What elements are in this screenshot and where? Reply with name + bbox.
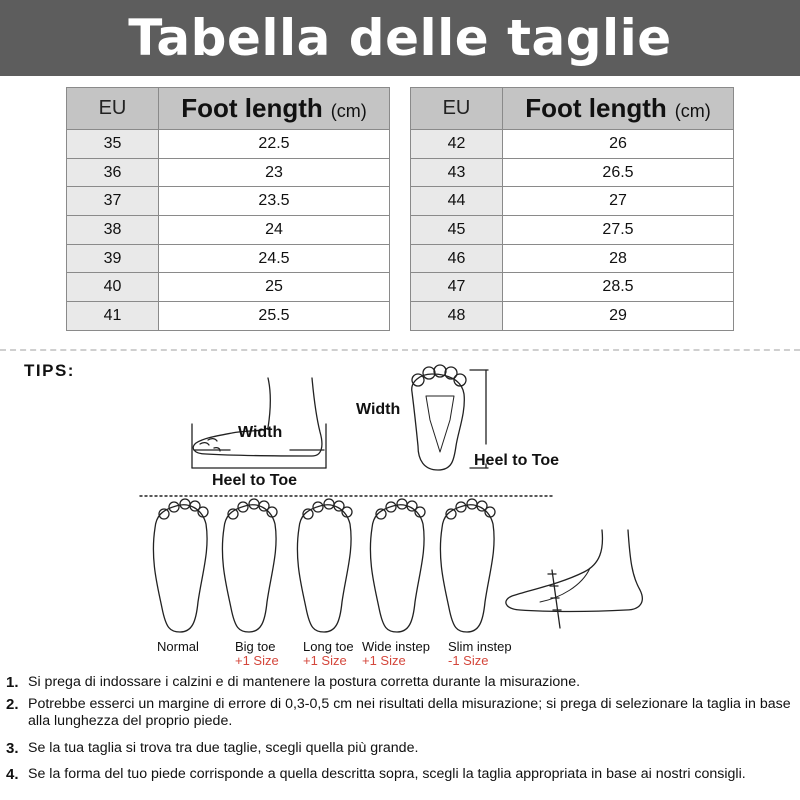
table-row <box>411 302 734 331</box>
foot-outline-normal <box>153 499 208 632</box>
eu-size-cell: 48 <box>411 302 503 331</box>
table-row <box>411 216 734 245</box>
note-text: Potrebbe esserci un margine di errore di 0,3-0,5 cm nei risultati della misurazione; si prega di selezionare la taglia in base alla lunghezza del proprio piede. <box>28 696 791 729</box>
note-number: 3. <box>6 740 19 757</box>
eu-size-cell: 46 <box>411 244 503 273</box>
size-adjust-label: -1 Size <box>448 653 489 668</box>
note-item <box>6 766 746 783</box>
foot-outline-slim-instep <box>440 499 495 632</box>
table-row <box>67 244 390 273</box>
section-divider <box>0 349 800 351</box>
table-row <box>67 273 390 302</box>
heel-to-toe-label-side: Heel to Toe <box>212 472 298 489</box>
foot-length-cell: 23 <box>159 158 390 187</box>
width-label-side: Width <box>238 424 283 441</box>
foot-length-cell: 25.5 <box>159 302 390 331</box>
eu-size-cell: 43 <box>411 158 503 187</box>
eu-size-cell: 38 <box>67 216 159 245</box>
eu-size-cell: 35 <box>67 130 159 159</box>
eu-size-cell: 40 <box>67 273 159 302</box>
foot-measurement-diagram <box>0 360 800 670</box>
table-row <box>67 216 390 245</box>
size-table-left <box>66 87 390 331</box>
unit-label: (cm) <box>674 101 711 121</box>
title-banner <box>0 0 800 76</box>
foot-length-cell: 24.5 <box>159 244 390 273</box>
eu-size-cell: 45 <box>411 216 503 245</box>
table-header-row <box>67 88 390 130</box>
eu-size-cell: 39 <box>67 244 159 273</box>
note-item <box>6 740 418 757</box>
foot-length-cell: 23.5 <box>159 187 390 216</box>
side-foot-illustration <box>193 378 322 456</box>
table-row <box>411 187 734 216</box>
note-item <box>6 696 796 730</box>
eu-size-cell: 41 <box>67 302 159 331</box>
note-text: Si prega di indossare i calzini e di mantenere la postura corretta durante la misurazione. <box>28 674 581 690</box>
foot-length-label: Foot length <box>525 93 667 123</box>
foot-type-label: Normal <box>157 639 199 654</box>
ruler-foot-illustration <box>506 530 642 628</box>
table-header-row <box>411 88 734 130</box>
top-foot-illustration <box>412 365 466 470</box>
foot-outlines <box>153 499 495 632</box>
foot-length-header <box>159 88 390 130</box>
eu-header: EU <box>67 88 159 130</box>
foot-outline-big-toe <box>222 499 277 632</box>
heel-to-toe-label-top: Heel to Toe <box>474 452 560 469</box>
foot-type-label: Wide instep <box>362 639 430 654</box>
size-table-right <box>410 87 734 331</box>
foot-length-cell: 26 <box>503 130 734 159</box>
note-number: 2. <box>6 696 19 713</box>
size-adjust-label: +1 Size <box>362 653 406 668</box>
foot-type-label: Big toe <box>235 639 276 654</box>
eu-size-cell: 36 <box>67 158 159 187</box>
eu-size-cell: 44 <box>411 187 503 216</box>
size-adjust-label: +1 Size <box>235 653 279 668</box>
foot-length-cell: 22.5 <box>159 130 390 159</box>
foot-type-label: Long toe <box>303 639 354 654</box>
note-text: Se la tua taglia si trova tra due taglie, scegli quella più grande. <box>28 740 419 756</box>
unit-label: (cm) <box>330 101 367 121</box>
note-item <box>6 674 580 691</box>
foot-length-cell: 29 <box>503 302 734 331</box>
foot-length-cell: 24 <box>159 216 390 245</box>
table-row <box>67 302 390 331</box>
table-row <box>67 187 390 216</box>
foot-type-label: Slim instep <box>448 639 512 654</box>
table-row <box>67 130 390 159</box>
note-text: Se la forma del tuo piede corrisponde a quella descritta sopra, scegli la taglia appropriata in base ai nostri consigli. <box>28 766 746 782</box>
eu-header: EU <box>411 88 503 130</box>
table-row <box>411 158 734 187</box>
foot-length-header <box>503 88 734 130</box>
table-row <box>411 273 734 302</box>
foot-captions <box>157 639 512 668</box>
eu-size-cell: 42 <box>411 130 503 159</box>
foot-length-cell: 28 <box>503 244 734 273</box>
foot-length-cell: 27.5 <box>503 216 734 245</box>
eu-size-cell: 37 <box>67 187 159 216</box>
foot-length-cell: 28.5 <box>503 273 734 302</box>
table-row <box>67 158 390 187</box>
note-number: 4. <box>6 766 19 783</box>
note-number: 1. <box>6 674 19 691</box>
size-adjust-label: +1 Size <box>303 653 347 668</box>
foot-outline-long-toe <box>297 499 352 632</box>
foot-length-cell: 26.5 <box>503 158 734 187</box>
foot-length-cell: 25 <box>159 273 390 302</box>
table-row <box>411 130 734 159</box>
table-row <box>411 244 734 273</box>
page-title: Tabella delle taglie <box>128 9 672 67</box>
tips-label: TIPS: <box>24 361 75 380</box>
eu-size-cell: 47 <box>411 273 503 302</box>
width-label-top: Width <box>356 401 401 418</box>
foot-outline-wide-instep <box>370 499 425 632</box>
foot-length-label: Foot length <box>181 93 323 123</box>
foot-length-cell: 27 <box>503 187 734 216</box>
